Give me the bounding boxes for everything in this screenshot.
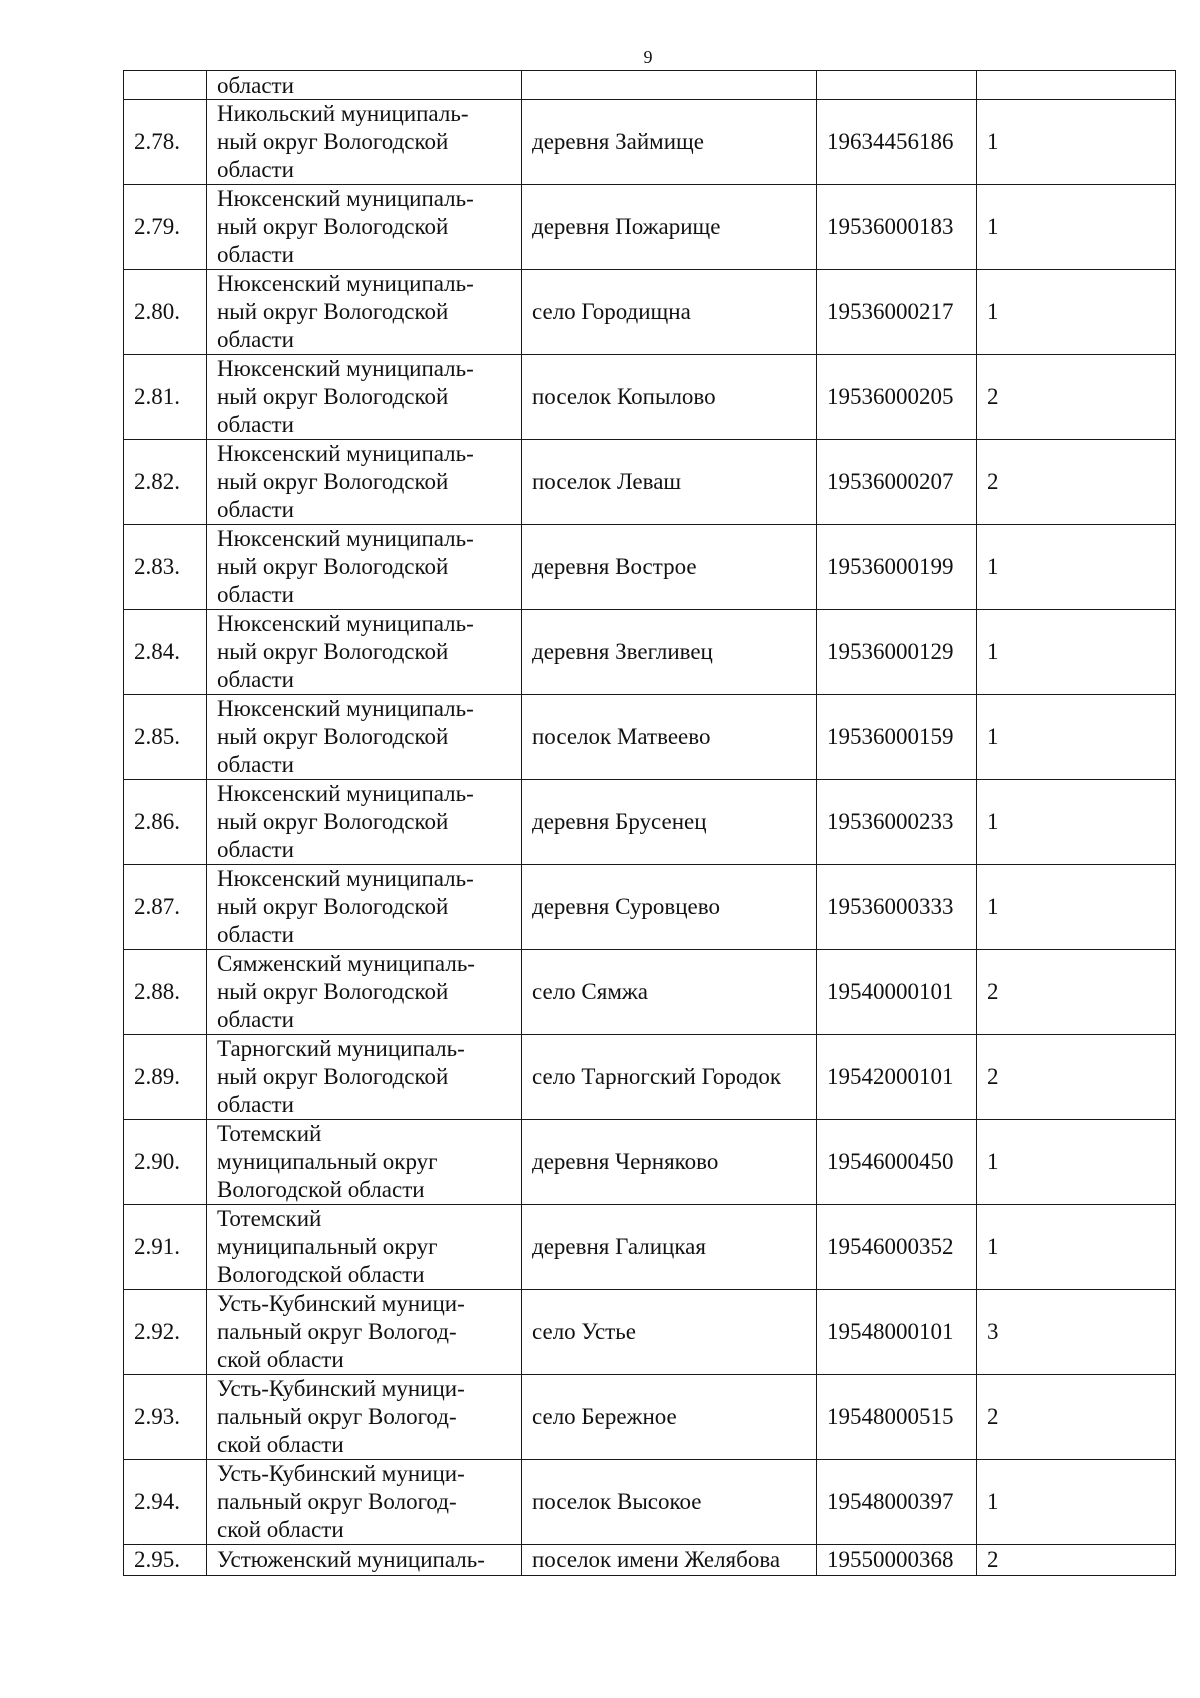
cell-num: 2.79.	[124, 185, 207, 270]
cell-code: 19634456186	[817, 100, 977, 185]
district-line: ный округ Вологодской	[217, 554, 449, 579]
cell-num: 2.85.	[124, 695, 207, 780]
district-line: муниципальный округ	[217, 1234, 438, 1259]
cell-num: 2.80.	[124, 270, 207, 355]
district-line: области	[217, 412, 294, 437]
cell-district	[207, 185, 522, 270]
cell-code: 19536000183	[817, 185, 977, 270]
table-row	[124, 695, 1176, 780]
cell-settlement: деревня Вострое	[522, 525, 817, 610]
district-line: Тарногский муниципаль-	[217, 1036, 465, 1061]
table-row	[124, 1205, 1176, 1290]
cell-settlement: поселок имени Желябова	[522, 1545, 817, 1576]
cell-district	[207, 525, 522, 610]
district-line: Нюксенский муниципаль-	[217, 271, 474, 296]
cell-count: 2	[977, 1375, 1176, 1460]
cell-code: 19540000101	[817, 950, 977, 1035]
district-line: области	[217, 837, 294, 862]
table-row	[124, 1290, 1176, 1375]
table-row	[124, 525, 1176, 610]
cell-count: 1	[977, 695, 1176, 780]
cell-count: 1	[977, 185, 1176, 270]
cell-count: 1	[977, 1120, 1176, 1205]
cell-settlement: деревня Суровцево	[522, 865, 817, 950]
cell-num	[124, 71, 207, 100]
district-line: ской области	[217, 1517, 344, 1542]
cell-district	[207, 100, 522, 185]
cell-num: 2.89.	[124, 1035, 207, 1120]
cell-code: 19548000515	[817, 1375, 977, 1460]
cell-num: 2.94.	[124, 1460, 207, 1545]
cell-settlement	[522, 71, 817, 100]
district-line: ный округ Вологодской	[217, 724, 449, 749]
table-row	[124, 780, 1176, 865]
district-line: ный округ Вологодской	[217, 384, 449, 409]
district-line: области	[217, 582, 294, 607]
cell-district	[207, 1205, 522, 1290]
cell-num: 2.93.	[124, 1375, 207, 1460]
district-line: области	[217, 667, 294, 692]
district-line: Усть-Кубинский муници-	[217, 1376, 465, 1401]
cell-count: 1	[977, 780, 1176, 865]
cell-count: 2	[977, 440, 1176, 525]
cell-num: 2.83.	[124, 525, 207, 610]
cell-count: 2	[977, 355, 1176, 440]
district-line: Вологодской области	[217, 1262, 425, 1287]
cell-settlement: село Устье	[522, 1290, 817, 1375]
district-line: Нюксенский муниципаль-	[217, 781, 474, 806]
table-row	[124, 1375, 1176, 1460]
district-line: Нюксенский муниципаль-	[217, 526, 474, 551]
cell-count: 3	[977, 1290, 1176, 1375]
cell-settlement: деревня Пожарище	[522, 185, 817, 270]
district-line: пальный округ Вологод-	[217, 1489, 457, 1514]
district-line: ской области	[217, 1347, 344, 1372]
cell-code: 19536000129	[817, 610, 977, 695]
district-line: области	[217, 327, 294, 352]
cell-count: 2	[977, 1545, 1176, 1576]
cell-district	[207, 1120, 522, 1205]
cell-code: 19536000159	[817, 695, 977, 780]
cell-num: 2.86.	[124, 780, 207, 865]
cell-code: 19536000217	[817, 270, 977, 355]
cell-settlement: поселок Копылово	[522, 355, 817, 440]
cell-count	[977, 71, 1176, 100]
district-line: Усть-Кубинский муници-	[217, 1291, 465, 1316]
cell-num: 2.82.	[124, 440, 207, 525]
cell-code	[817, 71, 977, 100]
district-line: области	[217, 1092, 294, 1117]
cell-code: 19536000205	[817, 355, 977, 440]
cell-district	[207, 440, 522, 525]
district-line: ный округ Вологодской	[217, 299, 449, 324]
district-line: Нюксенский муниципаль-	[217, 696, 474, 721]
table-row-continued	[124, 71, 1176, 100]
cell-count: 1	[977, 865, 1176, 950]
cell-num: 2.90.	[124, 1120, 207, 1205]
cell-settlement: деревня Брусенец	[522, 780, 817, 865]
district-line: ный округ Вологодской	[217, 129, 449, 154]
cell-settlement: село Сямжа	[522, 950, 817, 1035]
cell-district: области	[207, 71, 522, 100]
cell-settlement: деревня Займище	[522, 100, 817, 185]
district-line: области	[217, 752, 294, 777]
cell-district	[207, 355, 522, 440]
cell-count: 2	[977, 950, 1176, 1035]
district-line: ный округ Вологодской	[217, 1064, 449, 1089]
cell-settlement: поселок Леваш	[522, 440, 817, 525]
cell-code: 19550000368	[817, 1545, 977, 1576]
cell-num: 2.91.	[124, 1205, 207, 1290]
settlements-table	[123, 70, 1176, 1576]
cell-settlement: село Тарногский Городок	[522, 1035, 817, 1120]
table-row	[124, 1120, 1176, 1205]
cell-district	[207, 1460, 522, 1545]
cell-code: 19536000199	[817, 525, 977, 610]
district-line: области	[217, 157, 294, 182]
cell-count: 1	[977, 525, 1176, 610]
cell-code: 19548000397	[817, 1460, 977, 1545]
cell-num: 2.92.	[124, 1290, 207, 1375]
district-line: области	[217, 922, 294, 947]
table-row	[124, 100, 1176, 185]
cell-code: 19546000352	[817, 1205, 977, 1290]
cell-district	[207, 1035, 522, 1120]
table-row	[124, 355, 1176, 440]
table-row	[124, 610, 1176, 695]
district-line: Нюксенский муниципаль-	[217, 866, 474, 891]
cell-district	[207, 610, 522, 695]
cell-count: 1	[977, 100, 1176, 185]
district-line: Нюксенский муниципаль-	[217, 611, 474, 636]
cell-district	[207, 780, 522, 865]
cell-settlement: село Городищна	[522, 270, 817, 355]
cell-settlement: поселок Матвеево	[522, 695, 817, 780]
cell-settlement: деревня Галицкая	[522, 1205, 817, 1290]
cell-num: 2.87.	[124, 865, 207, 950]
district-line: пальный округ Вологод-	[217, 1404, 457, 1429]
district-line: ный округ Вологодской	[217, 639, 449, 664]
cell-code: 19546000450	[817, 1120, 977, 1205]
cell-settlement: поселок Высокое	[522, 1460, 817, 1545]
district-line: ный округ Вологодской	[217, 979, 449, 1004]
district-line: пальный округ Вологод-	[217, 1319, 457, 1344]
cell-district	[207, 695, 522, 780]
cell-settlement: село Бережное	[522, 1375, 817, 1460]
cell-settlement: деревня Звегливец	[522, 610, 817, 695]
cell-code: 19536000207	[817, 440, 977, 525]
district-line: Тотемский	[217, 1121, 322, 1146]
district-line: Нюксенский муниципаль-	[217, 356, 474, 381]
district-line: муниципальный округ	[217, 1149, 438, 1174]
cell-count: 1	[977, 1205, 1176, 1290]
cell-district	[207, 950, 522, 1035]
table-row	[124, 440, 1176, 525]
cell-count: 1	[977, 1460, 1176, 1545]
table-row	[124, 865, 1176, 950]
district-line: Усть-Кубинский муници-	[217, 1461, 465, 1486]
district-line: ный округ Вологодской	[217, 894, 449, 919]
cell-count: 1	[977, 610, 1176, 695]
district-line: Тотемский	[217, 1206, 322, 1231]
cell-code: 19536000333	[817, 865, 977, 950]
district-line: Нюксенский муниципаль-	[217, 186, 474, 211]
district-line: Сямженский муниципаль-	[217, 951, 475, 976]
cell-num: 2.95.	[124, 1545, 207, 1576]
cell-count: 1	[977, 270, 1176, 355]
cell-num: 2.88.	[124, 950, 207, 1035]
district-line: ный округ Вологодской	[217, 469, 449, 494]
district-line: области	[217, 242, 294, 267]
district-line: ный округ Вологодской	[217, 809, 449, 834]
district-line: области	[217, 1007, 294, 1032]
cell-district	[207, 1375, 522, 1460]
cell-code: 19536000233	[817, 780, 977, 865]
table-row	[124, 185, 1176, 270]
cell-district	[207, 865, 522, 950]
district-line: области	[217, 497, 294, 522]
table-row	[124, 1035, 1176, 1120]
cell-district	[207, 270, 522, 355]
district-line: Нюксенский муниципаль-	[217, 441, 474, 466]
district-line: Вологодской области	[217, 1177, 425, 1202]
table-row	[124, 270, 1176, 355]
table-row	[124, 950, 1176, 1035]
table-row	[124, 1460, 1176, 1545]
cell-settlement: деревня Черняково	[522, 1120, 817, 1205]
cell-num: 2.84.	[124, 610, 207, 695]
cell-count: 2	[977, 1035, 1176, 1120]
cell-code: 19542000101	[817, 1035, 977, 1120]
page-number: 9	[643, 47, 653, 67]
cell-district	[207, 1290, 522, 1375]
cell-code: 19548000101	[817, 1290, 977, 1375]
cell-district: Устюженский муниципаль-	[207, 1545, 522, 1576]
district-line: ской области	[217, 1432, 344, 1457]
cell-num: 2.78.	[124, 100, 207, 185]
cell-num: 2.81.	[124, 355, 207, 440]
district-line: ный округ Вологодской	[217, 214, 449, 239]
district-line: Никольский муниципаль-	[217, 101, 469, 126]
table-row	[124, 1545, 1176, 1576]
